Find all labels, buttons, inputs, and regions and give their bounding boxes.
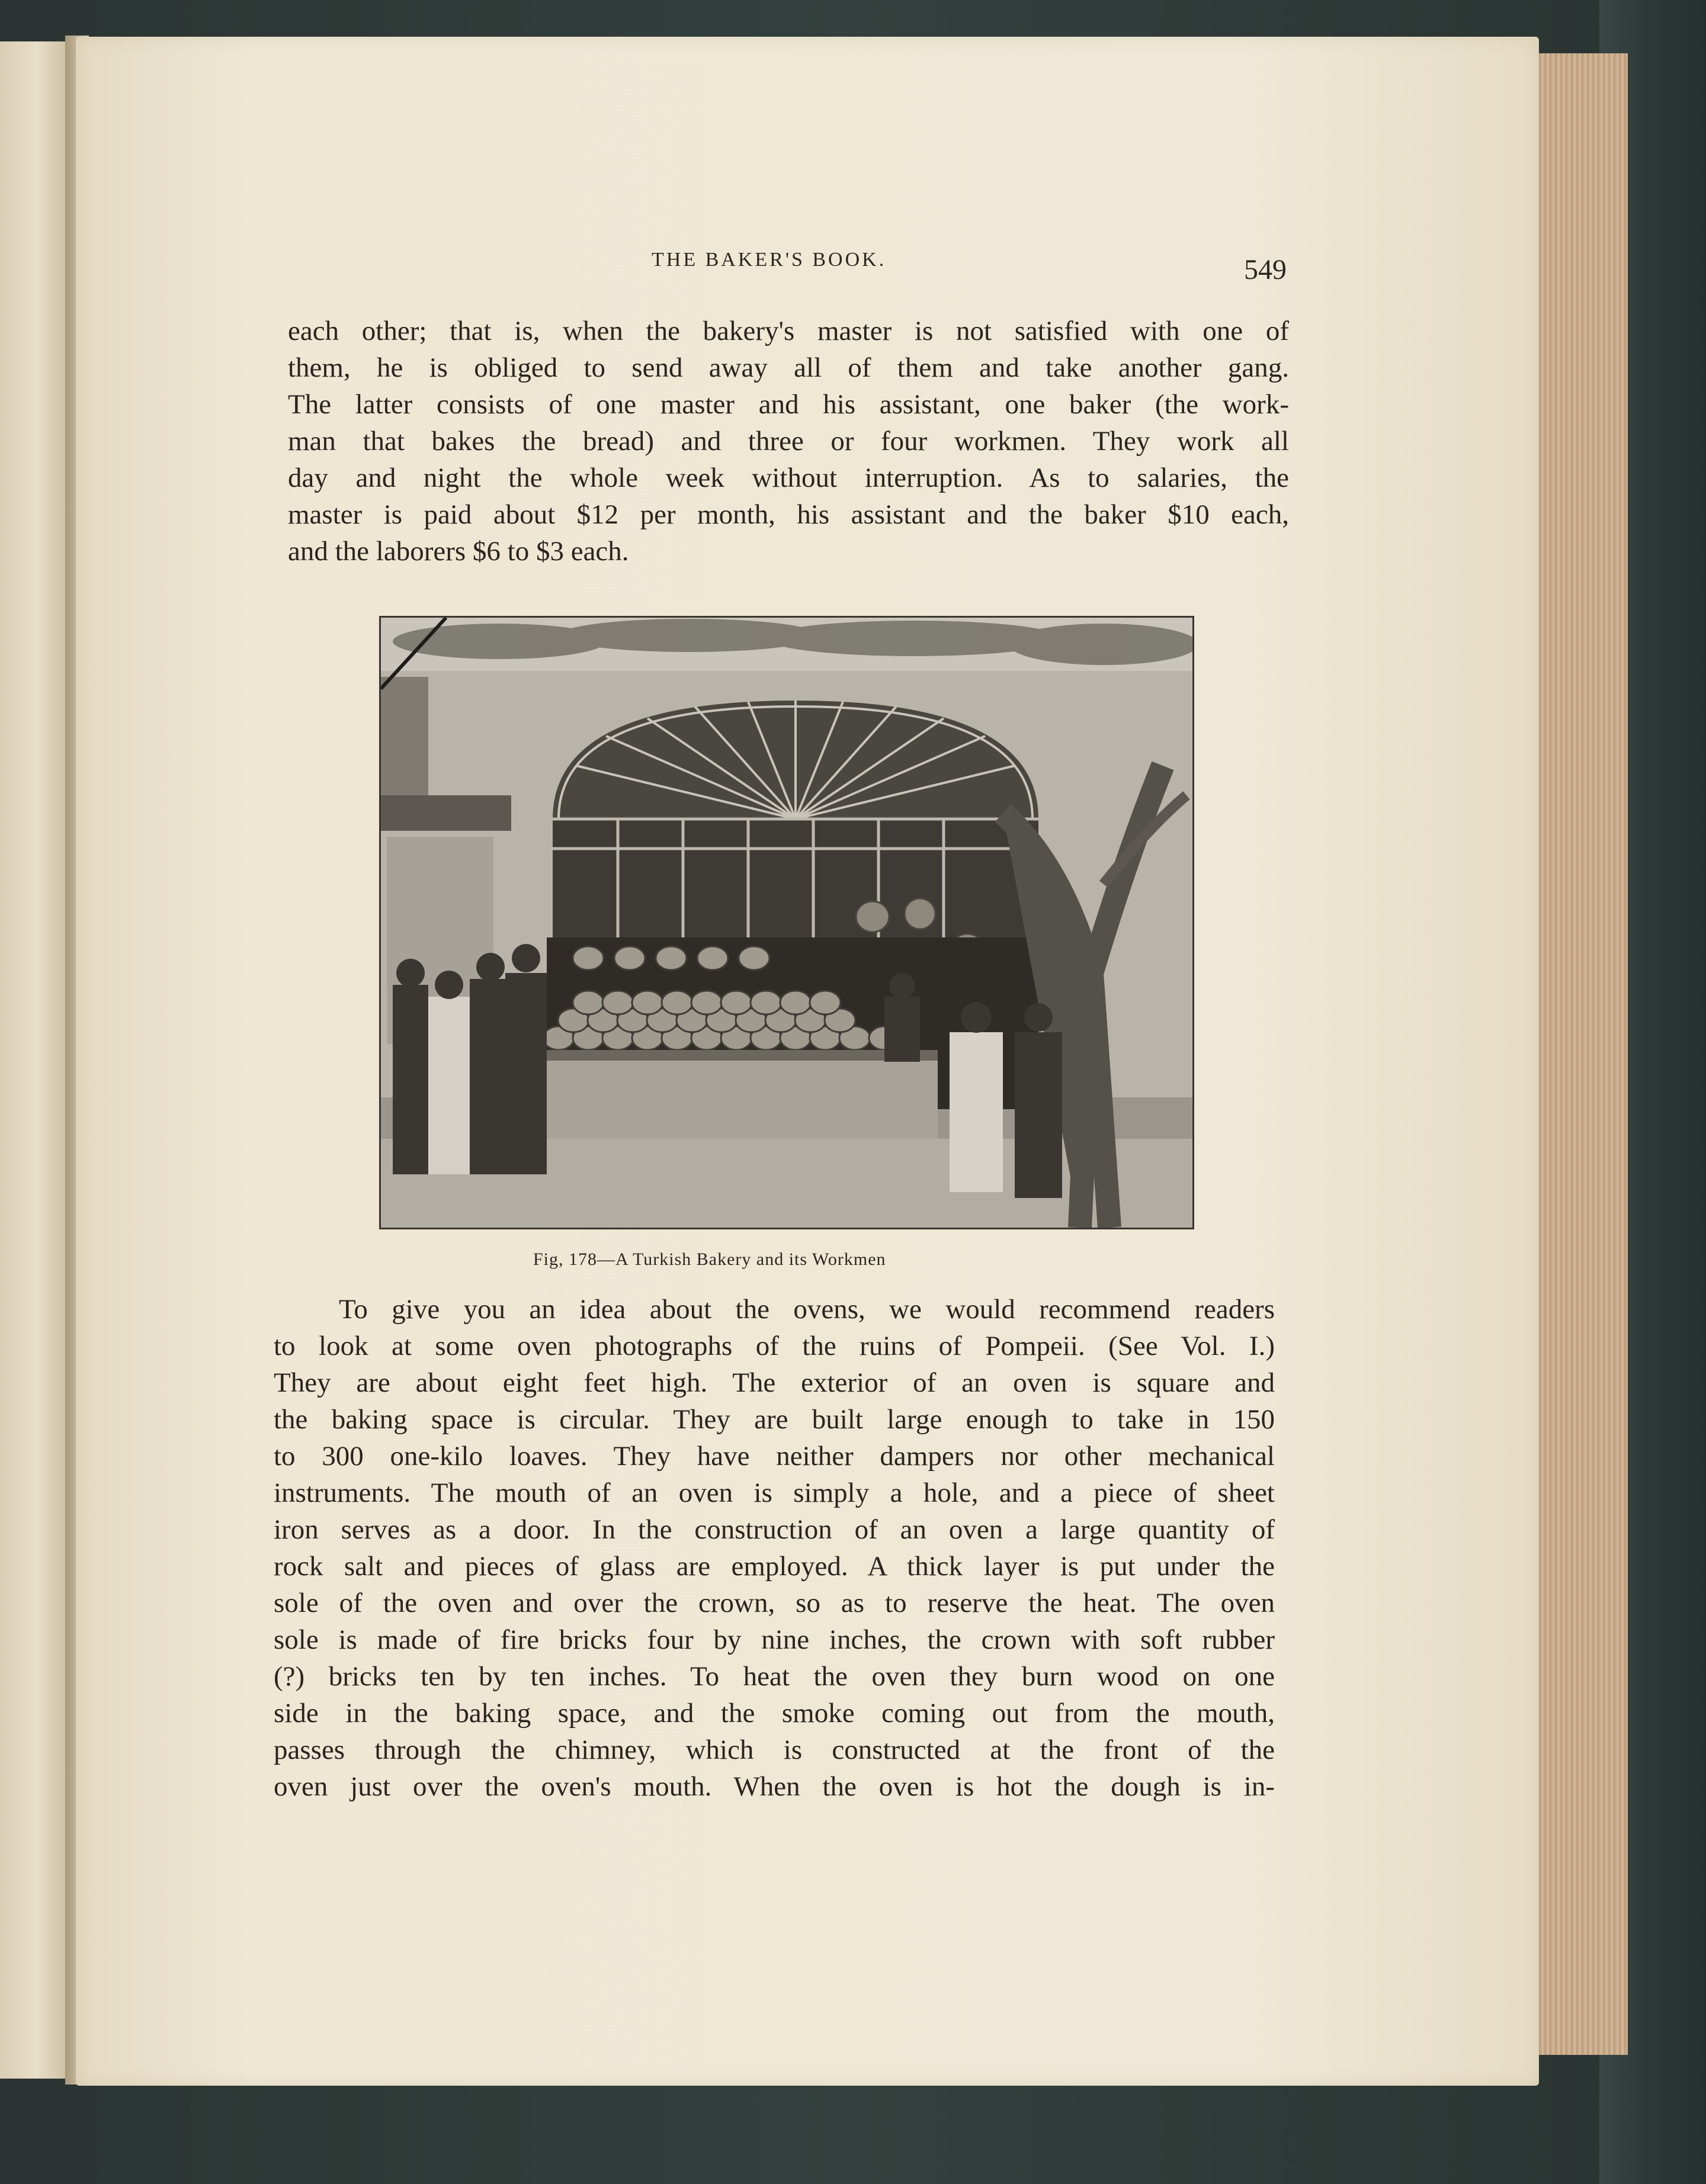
text-line: them, he is obliged to send away all of them and take another gang. [288, 352, 1289, 383]
text-line-indent: To give you an idea about the ovens, we would recommend readers [339, 1294, 1275, 1325]
paragraph-top [288, 313, 1289, 570]
left-page-edge [0, 41, 69, 2079]
text-line: man that bakes the bread) and three or four workmen. They work all [288, 426, 1289, 457]
text-line: passes through the chimney, which is constructed at the front of the [274, 1735, 1275, 1765]
bakery-photo-illustration [381, 618, 1192, 1228]
running-head: THE BAKER'S BOOK. [652, 249, 887, 271]
text-line: (?) bricks ten by ten inches. To heat the oven they burn wood on one [274, 1661, 1275, 1692]
text-line: day and night the whole week without interruption. As to salaries, the [288, 463, 1289, 493]
text-line: the baking space is circular. They are built large enough to take in 150 [274, 1404, 1275, 1435]
text-line: They are about eight feet high. The exterior of an oven is square and [274, 1367, 1275, 1398]
text-line: side in the baking space, and the smoke coming out from the mouth, [274, 1698, 1275, 1729]
text-line: to 300 one-kilo loaves. They have neither dampers nor other mechanical [274, 1441, 1275, 1472]
text-line: each other; that is, when the bakery's master is not satisfied with one of [288, 316, 1289, 346]
text-line: The latter consists of one master and his assistant, one baker (the work- [288, 389, 1289, 420]
text-line: sole is made of fire bricks four by nine inches, the crown with soft rubber [274, 1624, 1275, 1655]
page-fore-edge [1534, 53, 1628, 2055]
text-line: iron serves as a door. In the construction of an oven a large quantity of [274, 1514, 1275, 1545]
text-line-last: and the laborers $6 to $3 each. [288, 536, 629, 567]
figure-caption: Fig, 178—A Turkish Bakery and its Workmen [533, 1250, 886, 1269]
text-line: sole of the oven and over the crown, so as to reserve the heat. The oven [274, 1588, 1275, 1618]
text-line: to look at some oven photographs of the ruins of Pompeii. (See Vol. I.) [274, 1331, 1275, 1361]
text-line: master is paid about $12 per month, his assistant and the baker $10 each, [288, 499, 1289, 530]
text-line: oven just over the oven's mouth. When the oven is hot the dough is in- [274, 1771, 1275, 1802]
page-number: 549 [1244, 254, 1287, 285]
paragraph-bottom [274, 1291, 1275, 1805]
text-line: instruments. The mouth of an oven is simply a hole, and a piece of sheet [274, 1478, 1275, 1508]
bakery-photograph [379, 616, 1194, 1229]
text-line: rock salt and pieces of glass are employed. A thick layer is put under the [274, 1551, 1275, 1582]
